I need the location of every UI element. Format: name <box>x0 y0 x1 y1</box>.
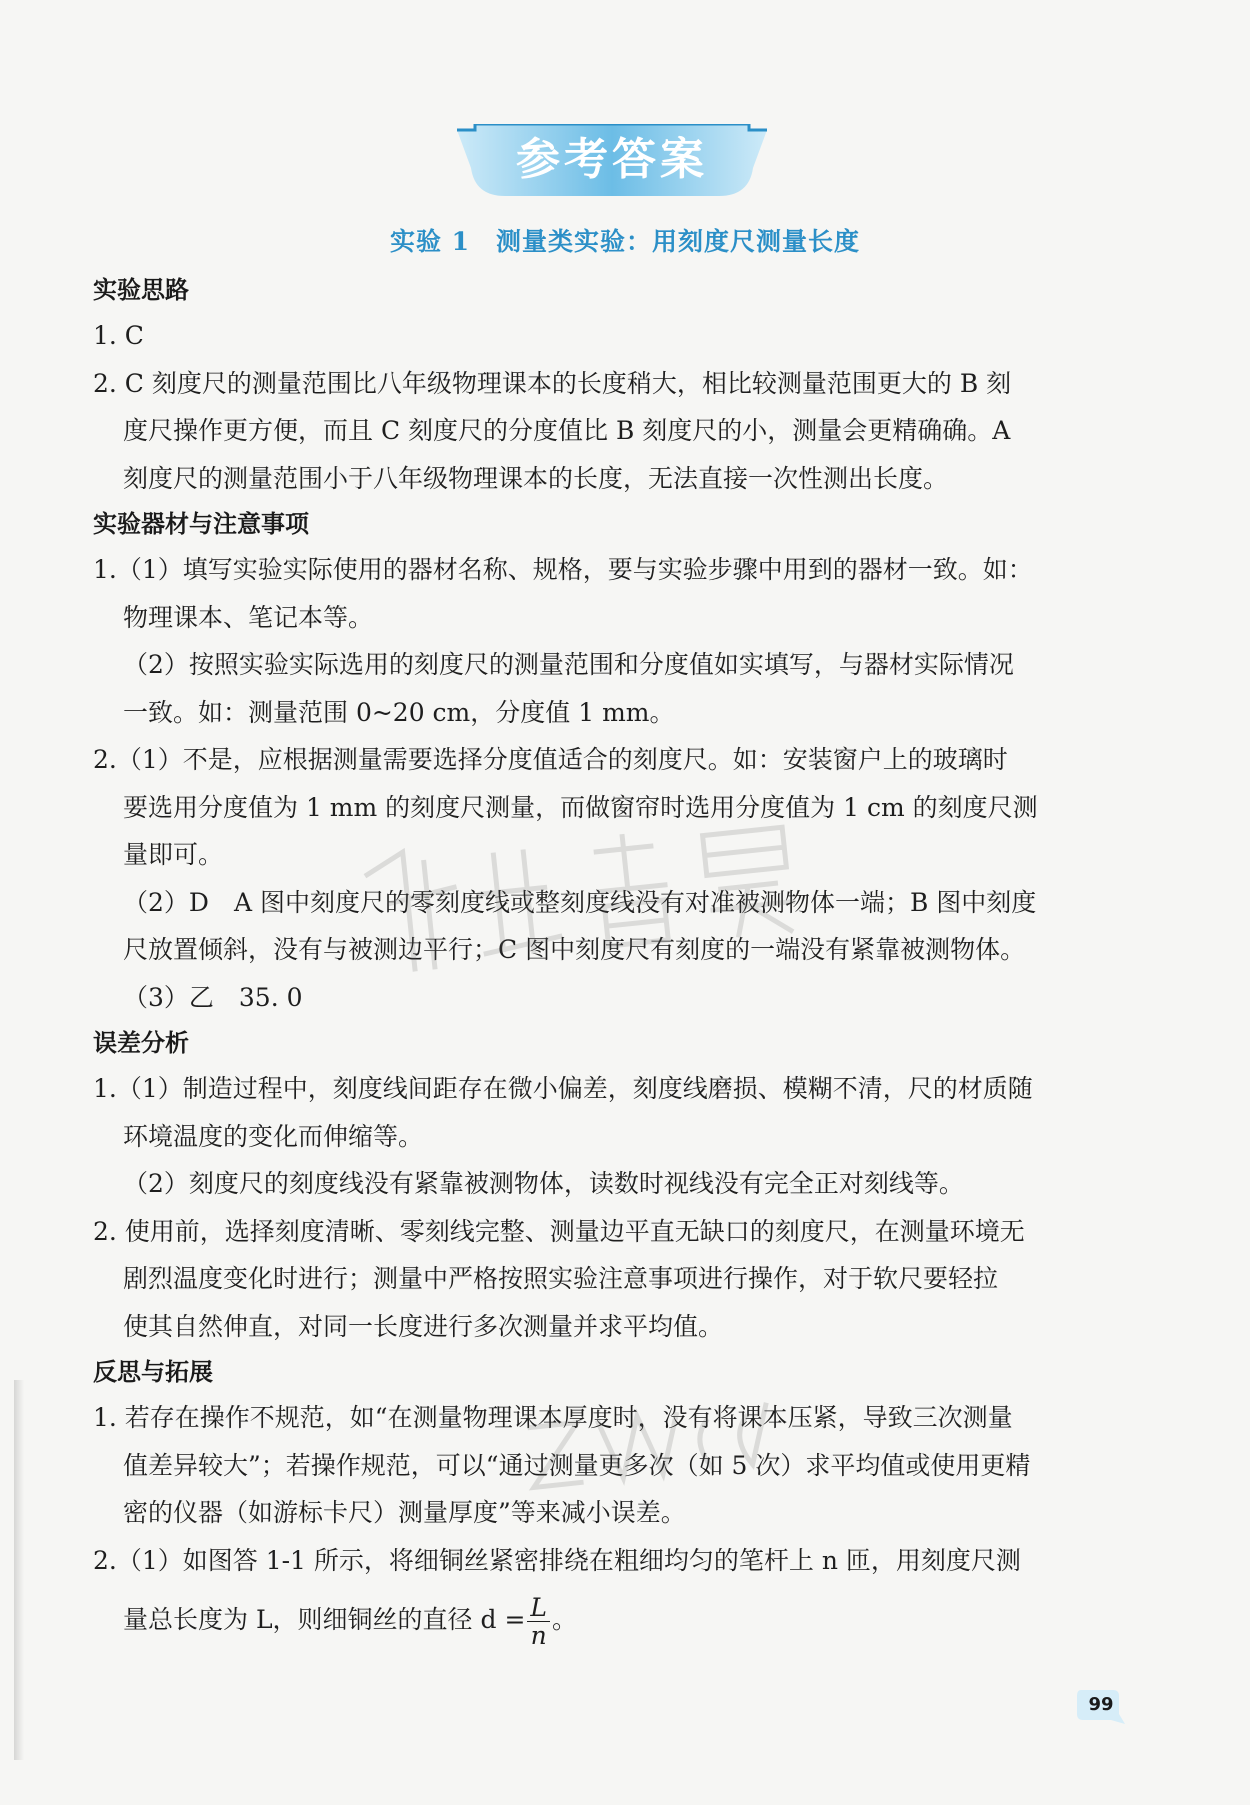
answer-line: 环境温度的变化而伸缩等。 <box>123 1121 424 1151</box>
answer-line: （3）乙 35. 0 <box>123 982 303 1012</box>
answer-line: （2）按照实验实际选用的刻度尺的测量范围和分度值如实填写，与器材实际情况 <box>123 650 1014 679</box>
answer-line: （2）刻度尺的刻度线没有紧靠被测物体，读数时视线没有完全正对刻线等。 <box>123 1169 964 1198</box>
fraction-denominator: n <box>530 1621 547 1650</box>
section-heading: 实验器材与注意事项 <box>93 510 309 538</box>
answer-line: 尺放置倾斜，没有与被测边平行；C 图中刻度尺有刻度的一端没有紧靠被测物体。 <box>123 935 1026 964</box>
fraction-numerator: L <box>527 1594 550 1623</box>
answer-line: 物理课本、笔记本等。 <box>123 602 374 632</box>
answer-line: 一致。如：测量范围 0~20 cm，分度值 1 mm。 <box>123 697 675 727</box>
scan-edge-shadow <box>14 1380 24 1760</box>
formula-text-after: 。 <box>552 1605 578 1634</box>
answer-line: 量即可。 <box>123 840 224 869</box>
page-number: 99 <box>1088 1694 1114 1715</box>
answer-line: 值差异较大”；若操作规范，可以“通过测量更多次（如 5 次）求平均值或使用更精 <box>123 1450 1031 1480</box>
section-heading: 误差分析 <box>93 1029 189 1057</box>
answer-line: 使其自然伸直，对同一长度进行多次测量并求平均值。 <box>123 1311 724 1341</box>
formula-text-before: 量总长度为 L，则细铜丝的直径 d = <box>123 1605 526 1634</box>
section-heading: 实验思路 <box>93 276 189 304</box>
answer-line: 2. C 刻度尺的测量范围比八年级物理课本的长度稍大，相比较测量范围更大的 B 刻 <box>93 368 1012 398</box>
page-number-badge <box>1075 1686 1127 1724</box>
experiment-title: 实验 1 测量类实验：用刻度尺测量长度 <box>389 227 861 256</box>
answer-line: 1. C <box>93 321 144 350</box>
formula-line <box>93 1584 1133 1656</box>
answer-line: 刻度尺的测量范围小于八年级物理课本的长度，无法直接一次性测出长度。 <box>123 463 949 493</box>
answer-line: 剧烈温度变化时进行；测量中严格按照实验注意事项进行操作，对于软尺要轻拉 <box>123 1264 999 1293</box>
answer-title-banner <box>457 124 767 196</box>
answer-line: 密的仪器（如游标卡尺）测量厚度”等来减小误差。 <box>123 1498 686 1527</box>
fraction <box>527 1594 550 1650</box>
answer-line: 要选用分度值为 1 mm 的刻度尺测量，而做窗帘时选用分度值为 1 cm 的刻度尺测 <box>123 792 1038 822</box>
answer-line: 1. 若存在操作不规范，如“在测量物理课本厚度时，没有将课本压紧，导致三次测量 <box>93 1403 1013 1432</box>
page-title: 参考答案 <box>516 134 708 185</box>
answer-line: 1.（1）填写实验实际使用的器材名称、规格，要与实验步骤中用到的器材一致。如： <box>93 555 1033 584</box>
section-heading: 反思与拓展 <box>93 1358 213 1386</box>
answer-line: 1.（1）制造过程中，刻度线间距存在微小偏差，刻度线磨损、模糊不清，尺的材质随 <box>93 1074 1033 1103</box>
answer-line: 度尺操作更方便，而且 C 刻度尺的分度值比 B 刻度尺的小，测量会更精确确。A <box>123 416 1011 445</box>
answer-content <box>93 268 1133 1656</box>
answer-line: 2.（1）如图答 1-1 所示，将细铜丝紧密排绕在粗细均匀的笔杆上 n 匝，用刻度尺测 <box>93 1545 1021 1575</box>
answer-line: 2.（1）不是，应根据测量需要选择分度值适合的刻度尺。如：安装窗户上的玻璃时 <box>93 745 1008 774</box>
answer-line: （2）D A 图中刻度尺的零刻度线或整刻度线没有对准被测物体一端；B 图中刻度 <box>123 887 1037 917</box>
answer-line: 2. 使用前，选择刻度清晰、零刻线完整、测量边平直无缺口的刻度尺，在测量环境无 <box>93 1216 1025 1246</box>
